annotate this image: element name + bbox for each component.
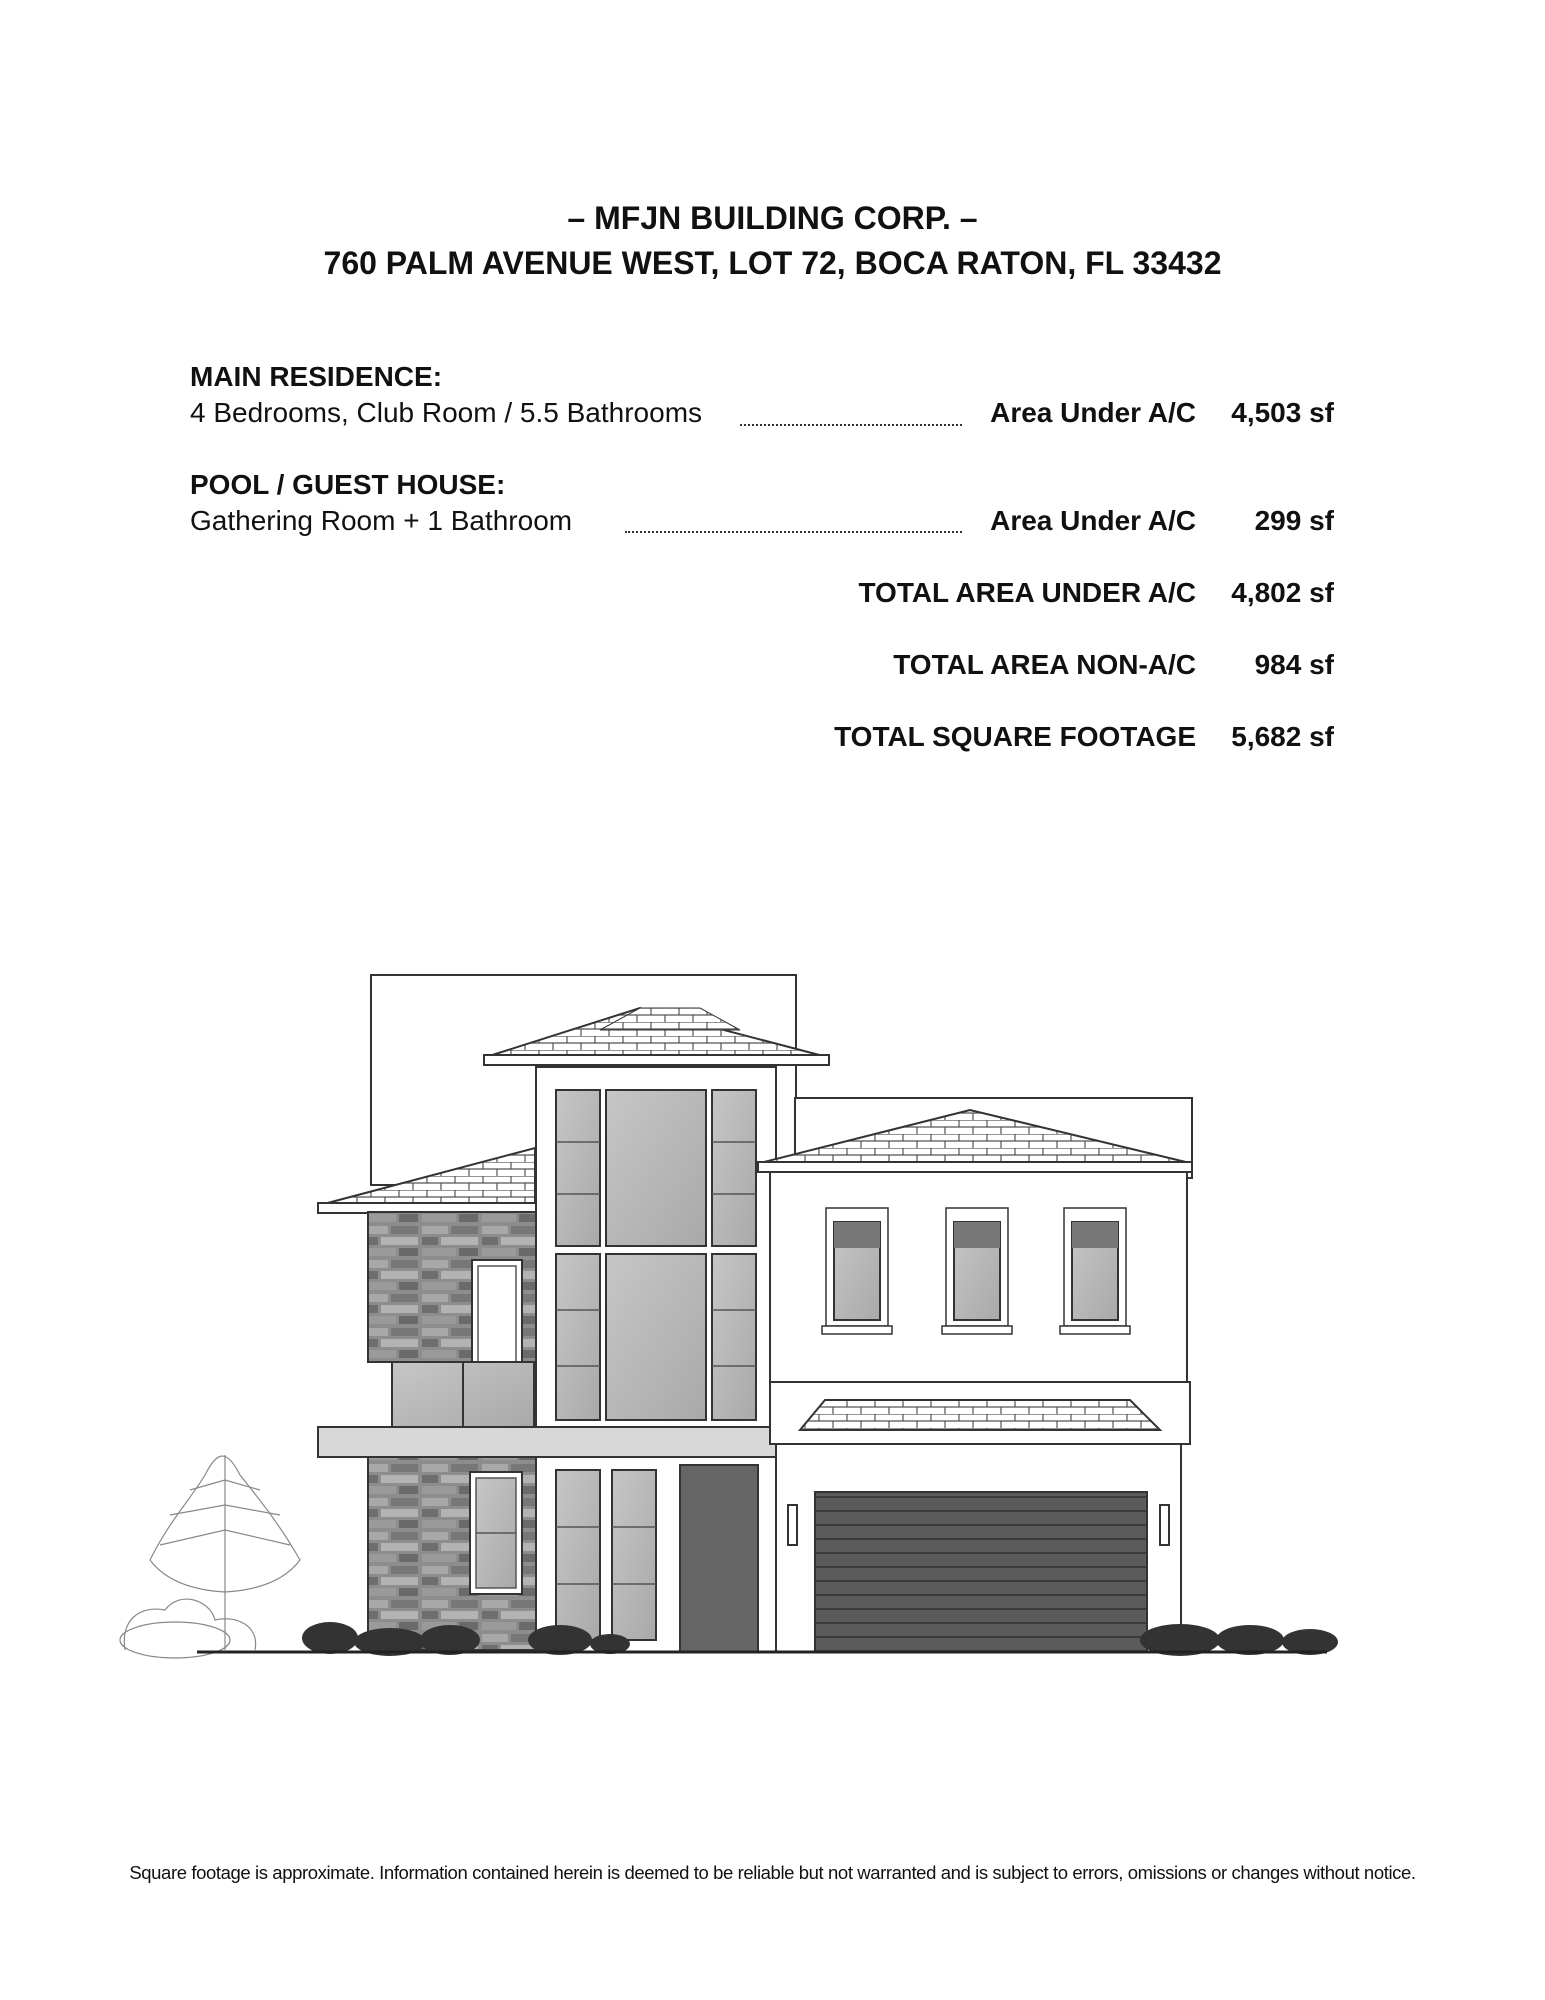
balcony-railing bbox=[392, 1362, 534, 1427]
tree-sketch bbox=[124, 1455, 300, 1650]
company-name: – MFJN BUILDING CORP. – bbox=[567, 200, 978, 236]
main-residence-title: MAIN RESIDENCE: bbox=[190, 361, 443, 392]
house-elevation-drawing bbox=[110, 940, 1350, 1700]
tower-windows bbox=[556, 1090, 756, 1420]
main-residence-area-label: Area Under A/C bbox=[990, 397, 1196, 428]
property-address: 760 PALM AVENUE WEST, LOT 72, BOCA RATON, FL 33432 bbox=[323, 245, 1222, 281]
disclaimer: Square footage is approximate. Information contained herein is deemed to be reliable but not warranted and is subject to errors, omissions or changes without notice. bbox=[129, 1862, 1416, 1883]
guest-house-area-label: Area Under A/C bbox=[990, 505, 1196, 536]
garage-door bbox=[815, 1492, 1147, 1652]
total-ac-label: TOTAL AREA UNDER A/C bbox=[858, 577, 1196, 608]
total-square-footage-value: 5,682 sf bbox=[1231, 721, 1334, 752]
main-residence-description: 4 Bedrooms, Club Room / 5.5 Bathrooms bbox=[190, 397, 703, 428]
entry-facade bbox=[556, 1465, 758, 1652]
total-non-ac-value: 984 sf bbox=[1254, 649, 1334, 680]
wall-sconce-left bbox=[788, 1505, 797, 1545]
guest-house-description: Gathering Room + 1 Bathroom bbox=[190, 505, 573, 536]
total-non-ac-label: TOTAL AREA NON-A/C bbox=[893, 649, 1196, 680]
main-residence-area-value: 4,503 sf bbox=[1231, 397, 1334, 428]
total-square-footage-label: TOTAL SQUARE FOOTAGE bbox=[834, 721, 1196, 752]
guest-house-area-value: 299 sf bbox=[1254, 505, 1334, 536]
total-ac-value: 4,802 sf bbox=[1231, 577, 1334, 608]
balcony-slab bbox=[318, 1427, 776, 1457]
document-header bbox=[0, 196, 1545, 286]
guest-house-title: POOL / GUEST HOUSE: bbox=[190, 469, 506, 500]
upper-right-windows bbox=[822, 1208, 1130, 1334]
wall-sconce-right bbox=[1160, 1505, 1169, 1545]
